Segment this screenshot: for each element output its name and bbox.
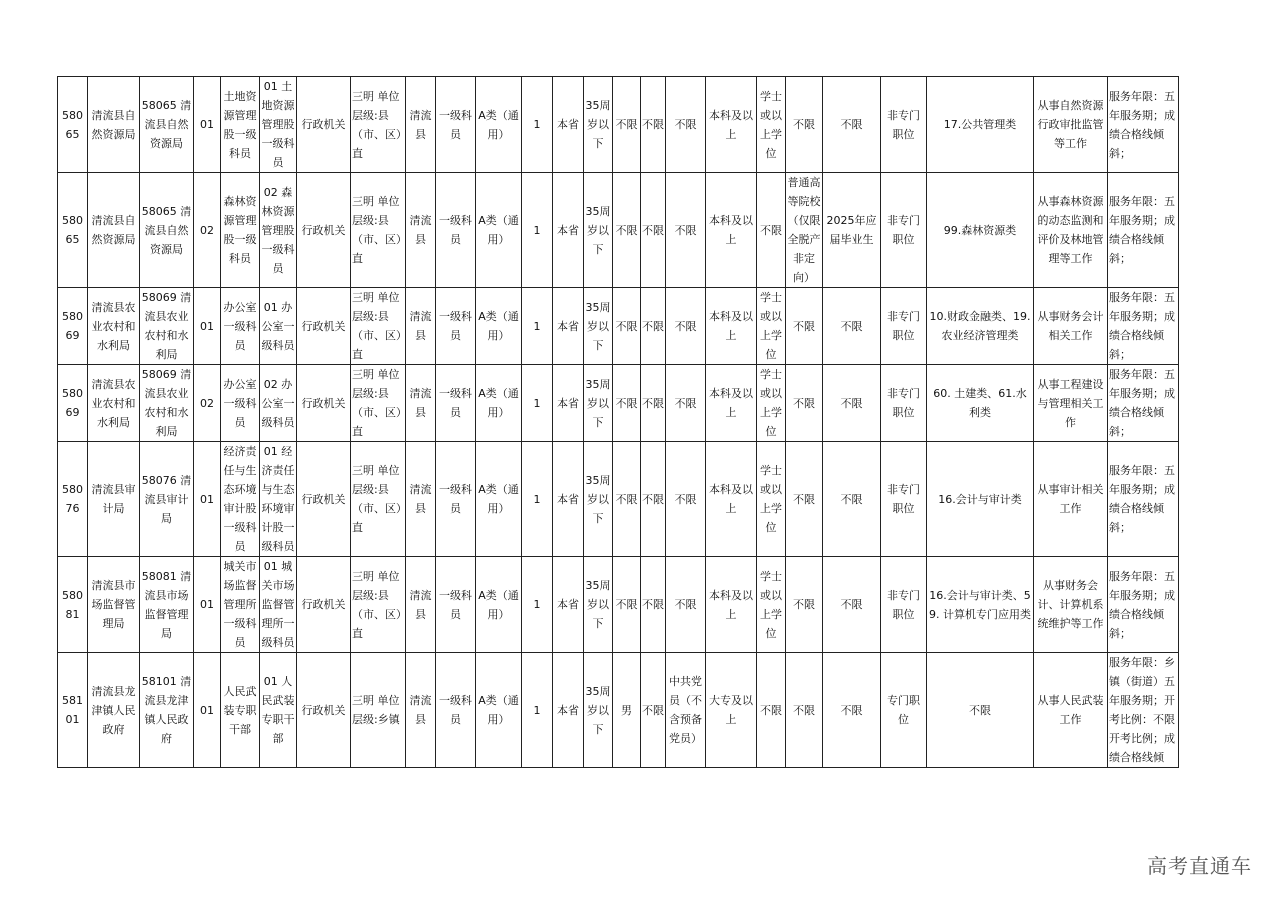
- table-cell: 不限: [823, 653, 881, 768]
- table-cell: 清流县: [406, 365, 436, 442]
- table-cell: 一级科员: [436, 173, 476, 288]
- table-cell: 58076: [58, 442, 88, 557]
- table-cell: 森林资源管理股一级科员: [221, 173, 260, 288]
- table-row: [58, 77, 1179, 173]
- table-cell: 35周岁以下: [584, 557, 613, 653]
- table-cell: 从事财务会计、计算机系统维护等工作: [1034, 557, 1108, 653]
- table-cell: 35周岁以下: [584, 173, 613, 288]
- table-cell: 本省: [553, 653, 584, 768]
- table-cell: 本科及以上: [706, 77, 757, 173]
- table-cell: 35周岁以下: [584, 288, 613, 365]
- table-cell: 02 办公室一级科员: [260, 365, 297, 442]
- table-cell: 99.森林资源类: [927, 173, 1034, 288]
- table-cell: 三明 单位层级:县（市、区）直: [351, 288, 406, 365]
- table-cell: 一级科员: [436, 77, 476, 173]
- table-cell: 非专门职位: [881, 557, 927, 653]
- table-cell: 58081: [58, 557, 88, 653]
- table-row: [58, 557, 1179, 653]
- table-cell: 清流县市场监督管理局: [88, 557, 140, 653]
- table-cell: 本科及以上: [706, 365, 757, 442]
- table-cell: 不限: [757, 173, 786, 288]
- table-cell: 不限: [613, 442, 641, 557]
- table-cell: 三明 单位层级:县（市、区）直: [351, 557, 406, 653]
- table-cell: 58101 清流县龙津镇人民政府: [140, 653, 194, 768]
- table-cell: 学士或以上学位: [757, 77, 786, 173]
- table-cell: 服务年限：五年服务期；成绩合格线倾斜；: [1108, 173, 1179, 288]
- table-cell: 58069: [58, 288, 88, 365]
- table-cell: 58065: [58, 77, 88, 173]
- table-cell: 学士或以上学位: [757, 442, 786, 557]
- table-cell: 16.会计与审计类、59. 计算机专门应用类: [927, 557, 1034, 653]
- table-cell: 非专门职位: [881, 442, 927, 557]
- table-cell: 行政机关: [297, 557, 351, 653]
- table-cell: 三明 单位层级:县（市、区）直: [351, 365, 406, 442]
- table-cell: 服务年限：五年服务期；成绩合格线倾斜；: [1108, 77, 1179, 173]
- table-cell: 不限: [666, 173, 706, 288]
- table-cell: 1: [522, 288, 553, 365]
- table-cell: 不限: [823, 288, 881, 365]
- table-cell: 不限: [786, 442, 823, 557]
- table-cell: 行政机关: [297, 77, 351, 173]
- table-cell: 不限: [823, 557, 881, 653]
- table-cell: 58069 清流县农业农村和水利局: [140, 365, 194, 442]
- table-cell: 01 经济责任与生态环境审计股一级科员: [260, 442, 297, 557]
- table-cell: 本省: [553, 557, 584, 653]
- table-cell: 一级科员: [436, 557, 476, 653]
- table-cell: 不限: [927, 653, 1034, 768]
- table-cell: 01: [194, 77, 221, 173]
- table-cell: 不限: [641, 288, 666, 365]
- table-cell: 非专门职位: [881, 288, 927, 365]
- table-cell: 服务年限：五年服务期；成绩合格线倾斜；: [1108, 442, 1179, 557]
- table-cell: 从事审计相关工作: [1034, 442, 1108, 557]
- table-cell: 从事工程建设与管理相关工作: [1034, 365, 1108, 442]
- table-cell: 行政机关: [297, 442, 351, 557]
- table-cell: 不限: [641, 173, 666, 288]
- table-cell: 58081 清流县市场监督管理局: [140, 557, 194, 653]
- table-cell: 02 森林资源管理股一级科员: [260, 173, 297, 288]
- table-cell: 不限: [641, 442, 666, 557]
- table-cell: 58069 清流县农业农村和水利局: [140, 288, 194, 365]
- table-cell: 不限: [613, 173, 641, 288]
- table-cell: 清流县农业农村和水利局: [88, 365, 140, 442]
- table-cell: 人民武装专职干部: [221, 653, 260, 768]
- table-cell: 17.公共管理类: [927, 77, 1034, 173]
- table-cell: 学士或以上学位: [757, 557, 786, 653]
- table-cell: 58065: [58, 173, 88, 288]
- table-cell: 清流县: [406, 557, 436, 653]
- table-cell: 一级科员: [436, 288, 476, 365]
- table-cell: A类（通用）: [476, 77, 522, 173]
- table-cell: 办公室一级科员: [221, 365, 260, 442]
- table-cell: 服务年限：五年服务期；成绩合格线倾斜；: [1108, 557, 1179, 653]
- recruitment-table: [57, 76, 1179, 768]
- table-cell: 服务年限：五年服务期；成绩合格线倾斜；: [1108, 288, 1179, 365]
- table-cell: 清流县: [406, 173, 436, 288]
- table-cell: 清流县龙津镇人民政府: [88, 653, 140, 768]
- table-cell: 01: [194, 288, 221, 365]
- table-cell: 不限: [823, 442, 881, 557]
- table-cell: A类（通用）: [476, 365, 522, 442]
- table-row: [58, 173, 1179, 288]
- table-cell: 本科及以上: [706, 173, 757, 288]
- table-cell: 不限: [641, 77, 666, 173]
- table-cell: 城关市场监督管理所一级科员: [221, 557, 260, 653]
- table-cell: 01 办公室一级科员: [260, 288, 297, 365]
- table-cell: 本科及以上: [706, 288, 757, 365]
- table-cell: 不限: [666, 557, 706, 653]
- table-cell: 土地资源管理股一级科员: [221, 77, 260, 173]
- table-cell: A类（通用）: [476, 288, 522, 365]
- table-cell: 01: [194, 442, 221, 557]
- table-cell: 三明 单位层级:乡镇: [351, 653, 406, 768]
- table-cell: 清流县: [406, 442, 436, 557]
- table-cell: 10.财政金融类、19.农业经济管理类: [927, 288, 1034, 365]
- table-cell: A类（通用）: [476, 173, 522, 288]
- table-cell: 非专门职位: [881, 173, 927, 288]
- table-cell: 60. 土建类、61.水利类: [927, 365, 1034, 442]
- table-cell: 服务年限：乡镇（街道）五年服务期；开考比例：不限开考比例；成绩合格线倾: [1108, 653, 1179, 768]
- table-cell: 清流县审计局: [88, 442, 140, 557]
- table-cell: 本省: [553, 288, 584, 365]
- table-cell: 02: [194, 365, 221, 442]
- table-cell: 不限: [786, 365, 823, 442]
- table-cell: 02: [194, 173, 221, 288]
- table-cell: 1: [522, 557, 553, 653]
- table-cell: 中共党员（不含预备党员）: [666, 653, 706, 768]
- table-cell: 不限: [666, 288, 706, 365]
- table-cell: 经济责任与生态环境审计股一级科员: [221, 442, 260, 557]
- table-row: [58, 288, 1179, 365]
- table-cell: 58069: [58, 365, 88, 442]
- table-cell: 三明 单位层级:县（市、区）直: [351, 173, 406, 288]
- table-cell: 不限: [757, 653, 786, 768]
- table-cell: 16.会计与审计类: [927, 442, 1034, 557]
- table-cell: 行政机关: [297, 173, 351, 288]
- table-cell: 一级科员: [436, 653, 476, 768]
- table-cell: 01: [194, 653, 221, 768]
- table-cell: 行政机关: [297, 653, 351, 768]
- table-cell: 清流县: [406, 288, 436, 365]
- table-cell: 不限: [613, 77, 641, 173]
- table-cell: 清流县: [406, 77, 436, 173]
- watermark: 高考直通车: [1147, 854, 1252, 878]
- table-cell: 58101: [58, 653, 88, 768]
- table-cell: 58076 清流县审计局: [140, 442, 194, 557]
- table-cell: 不限: [613, 288, 641, 365]
- table-cell: 不限: [613, 557, 641, 653]
- table-cell: 清流县农业农村和水利局: [88, 288, 140, 365]
- table-cell: 三明 单位层级:县（市、区）直: [351, 77, 406, 173]
- table-cell: 不限: [786, 77, 823, 173]
- table-cell: A类（通用）: [476, 442, 522, 557]
- table-row: [58, 365, 1179, 442]
- table-cell: 35周岁以下: [584, 365, 613, 442]
- table-row: [58, 442, 1179, 557]
- table-cell: 不限: [786, 557, 823, 653]
- table-cell: 01 城关市场监督管理所一级科员: [260, 557, 297, 653]
- table-cell: 一级科员: [436, 365, 476, 442]
- table-cell: 不限: [666, 365, 706, 442]
- table-cell: 不限: [666, 442, 706, 557]
- table-cell: 三明 单位层级:县（市、区）直: [351, 442, 406, 557]
- table-cell: 1: [522, 365, 553, 442]
- table-cell: 01 人民武装专职干部: [260, 653, 297, 768]
- table-cell: 不限: [641, 365, 666, 442]
- table-cell: 男: [613, 653, 641, 768]
- table-cell: 1: [522, 173, 553, 288]
- table-cell: 清流县自然资源局: [88, 173, 140, 288]
- table-cell: 35周岁以下: [584, 442, 613, 557]
- table-cell: A类（通用）: [476, 653, 522, 768]
- table-cell: 58065 清流县自然资源局: [140, 173, 194, 288]
- table-cell: 行政机关: [297, 288, 351, 365]
- table-cell: 01 土地资源管理股一级科员: [260, 77, 297, 173]
- table-cell: 大专及以上: [706, 653, 757, 768]
- table-cell: 从事自然资源行政审批监管等工作: [1034, 77, 1108, 173]
- table-cell: 不限: [613, 365, 641, 442]
- table-cell: 不限: [823, 365, 881, 442]
- table-cell: 非专门职位: [881, 77, 927, 173]
- table-cell: 学士或以上学位: [757, 288, 786, 365]
- table-cell: 专门职位: [881, 653, 927, 768]
- table-cell: 本省: [553, 442, 584, 557]
- table-cell: 非专门职位: [881, 365, 927, 442]
- table-cell: 从事森林资源的动态监测和评价及林地管理等工作: [1034, 173, 1108, 288]
- table-cell: 办公室一级科员: [221, 288, 260, 365]
- table-cell: 本科及以上: [706, 557, 757, 653]
- table-cell: 普通高等院校（仅限全脱产非定向）: [786, 173, 823, 288]
- table-cell: 不限: [823, 77, 881, 173]
- table-cell: 清流县自然资源局: [88, 77, 140, 173]
- table-cell: 学士或以上学位: [757, 365, 786, 442]
- table-cell: 1: [522, 77, 553, 173]
- table-cell: 35周岁以下: [584, 653, 613, 768]
- table-cell: 服务年限：五年服务期；成绩合格线倾斜；: [1108, 365, 1179, 442]
- table-cell: 58065 清流县自然资源局: [140, 77, 194, 173]
- table-row: [58, 653, 1179, 768]
- table-cell: 从事人民武装工作: [1034, 653, 1108, 768]
- table-cell: 2025年应届毕业生: [823, 173, 881, 288]
- table-cell: 本科及以上: [706, 442, 757, 557]
- table-cell: A类（通用）: [476, 557, 522, 653]
- table-cell: 不限: [786, 653, 823, 768]
- table-cell: 35周岁以下: [584, 77, 613, 173]
- table-cell: 01: [194, 557, 221, 653]
- table-cell: 1: [522, 653, 553, 768]
- table-cell: 1: [522, 442, 553, 557]
- table-cell: 本省: [553, 77, 584, 173]
- table-cell: 不限: [641, 557, 666, 653]
- table-cell: 不限: [641, 653, 666, 768]
- table-cell: 一级科员: [436, 442, 476, 557]
- table-cell: 本省: [553, 173, 584, 288]
- table-cell: 行政机关: [297, 365, 351, 442]
- table-cell: 清流县: [406, 653, 436, 768]
- table-cell: 本省: [553, 365, 584, 442]
- table-cell: 不限: [786, 288, 823, 365]
- table-cell: 不限: [666, 77, 706, 173]
- table-cell: 从事财务会计相关工作: [1034, 288, 1108, 365]
